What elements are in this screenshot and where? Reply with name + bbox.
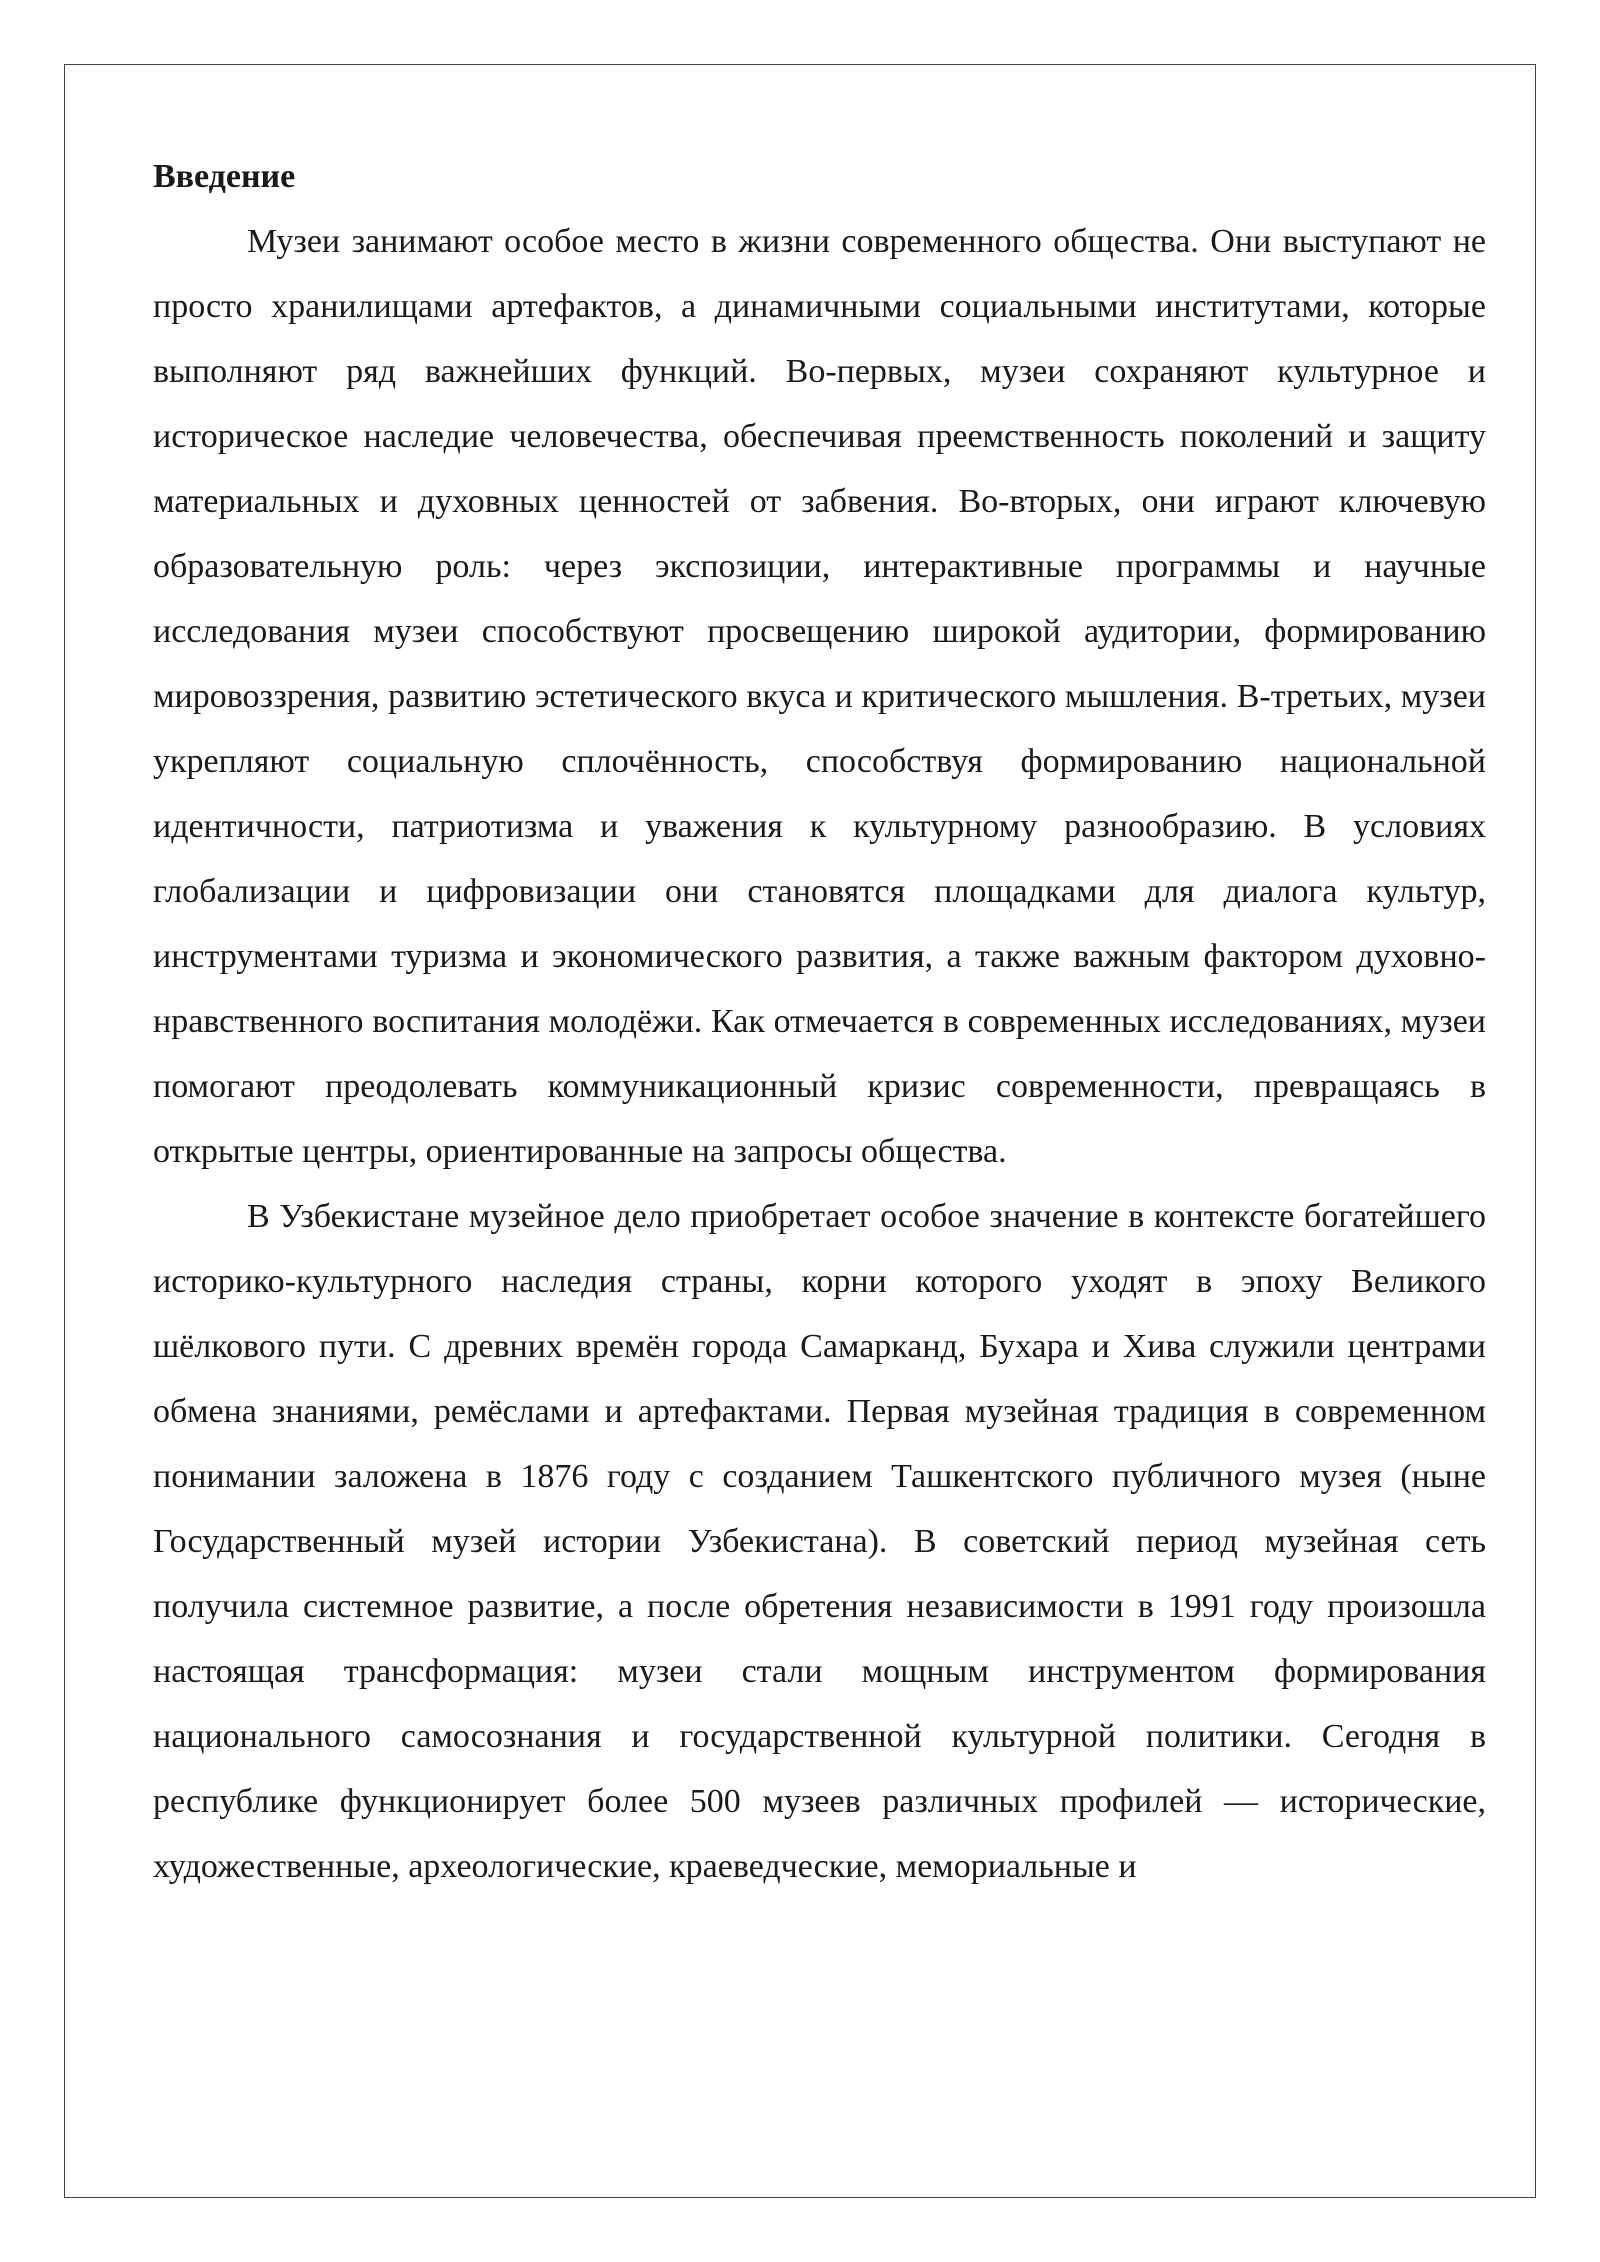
paragraph-2: В Узбекистане музейное дело приобретает особое значение в контексте богатейшего историко-культурного наследия страны, корни которого уходят в эпоху Великого шёлкового пути. С древних времён города Самарканд, Бухара и Хива служили центрами обмена знаниями, ремёслами и артефактами. Первая музейная традиция в современном понимании заложена в 1876 году с созданием Ташкентского публичного музея (ныне Государственный музей истории Узбекистана). В советский период музейная сеть получила системное развитие, а после обретения независимости в 1991 году произошла настоящая трансформация: музеи стали мощным инструментом формирования национального самосознания и государственной культурной политики. Сегодня в республике функционирует более 500 музеев различных профилей — исторические, художественные, археологические, краеведческие, мемориальные и [153, 1198, 1486, 1885]
paragraph-1: Музеи занимают особое место в жизни современного общества. Они выступают не просто хранилищами артефактов, а динамичными социальными институтами, которые выполняют ряд важнейших функций. Во-первых, музеи сохраняют культурное и историческое наследие человечества, обеспечивая преемственность поколений и защиту материальных и духовных ценностей от забвения. Во-вторых, они играют ключевую образовательную роль: через экспозиции, интерактивные программы и научные исследования музеи способствуют просвещению широкой аудитории, формированию мировоззрения, развитию эстетического вкуса и критического мышления. В-третьих, музеи укрепляют социальную сплочённость, способствуя формированию национальной идентичности, патриотизма и уважения к культурному разнообразию. В условиях глобализации и цифровизации они становятся площадками для диалога культур, инструментами туризма и экономического развития, а также важным фактором духовно-нравственного воспитания молодёжи. Как отмечается в современных исследованиях, музеи помогают преодолевать коммуникационный кризис современности, превращаясь в открытые центры, ориентированные на запросы общества. [153, 223, 1486, 1170]
section-heading: Введение [153, 158, 296, 195]
document-body [153, 144, 1486, 1899]
